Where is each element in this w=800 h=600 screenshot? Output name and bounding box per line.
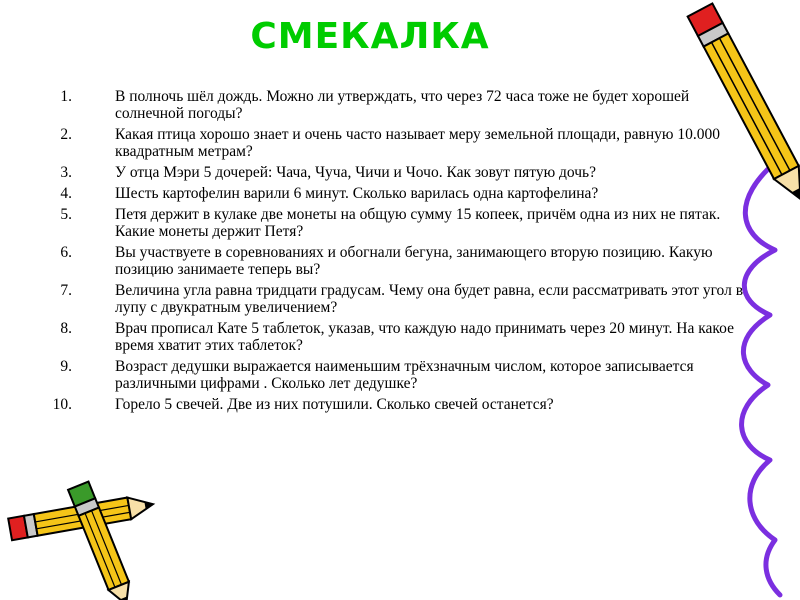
item-number: 3. <box>60 164 72 181</box>
item-number: 1. <box>60 88 72 105</box>
item-text: Врач прописал Кате 5 таблеток, указав, что каждую надо принимать через 20 минут. На какое время хватит этих таблеток? <box>115 320 734 354</box>
item-number: 7. <box>60 282 72 299</box>
item-text: В полночь шёл дождь. Можно ли утверждать, что через 72 часа тоже не будет хорошей солнечной погоды? <box>115 88 690 122</box>
item-text: Вы участвуете в соревнованиях и обогнали бегуна, занимающего вторую позицию. Какую позицию занимаете теперь вы? <box>115 244 713 278</box>
item-text: У отца Мэри 5 дочерей: Чача, Чуча, Чичи и Чочо. Как зовут пятую дочь? <box>115 164 597 181</box>
page-title: СМЕКАЛКА <box>250 16 490 57</box>
item-text: Возраст дедушки выражается наименьшим трёхзначным числом, которое записывается различными цифрами . Сколько лет дедушке? <box>115 358 694 392</box>
item-number: 8. <box>60 320 72 337</box>
item-text: Петя держит в кулаке две монеты на общую сумму 15 копеек, причём одна из них не пятак. Какие монеты держит Петя? <box>115 206 721 240</box>
item-number: 5. <box>60 206 72 223</box>
item-number: 2. <box>60 126 72 143</box>
item-number: 4. <box>60 185 72 202</box>
item-text: Шесть картофелин варили 6 минут. Сколько варилась одна картофелина? <box>115 185 599 202</box>
item-text: Величина угла равна тридцати градусам. Чему она будет равна, если рассматривать этот угол в лупу с двукратным увеличением? <box>115 282 744 316</box>
item-number: 6. <box>60 244 72 261</box>
item-number: 9. <box>60 358 72 375</box>
item-text: Какая птица хорошо знает и очень часто называет меру земельной площади, равную 10.000 квадратным метрам? <box>115 126 720 160</box>
item-text: Горело 5 свечей. Две из них потушили. Сколько свечей останется? <box>115 396 554 413</box>
item-number: 10. <box>52 396 72 413</box>
